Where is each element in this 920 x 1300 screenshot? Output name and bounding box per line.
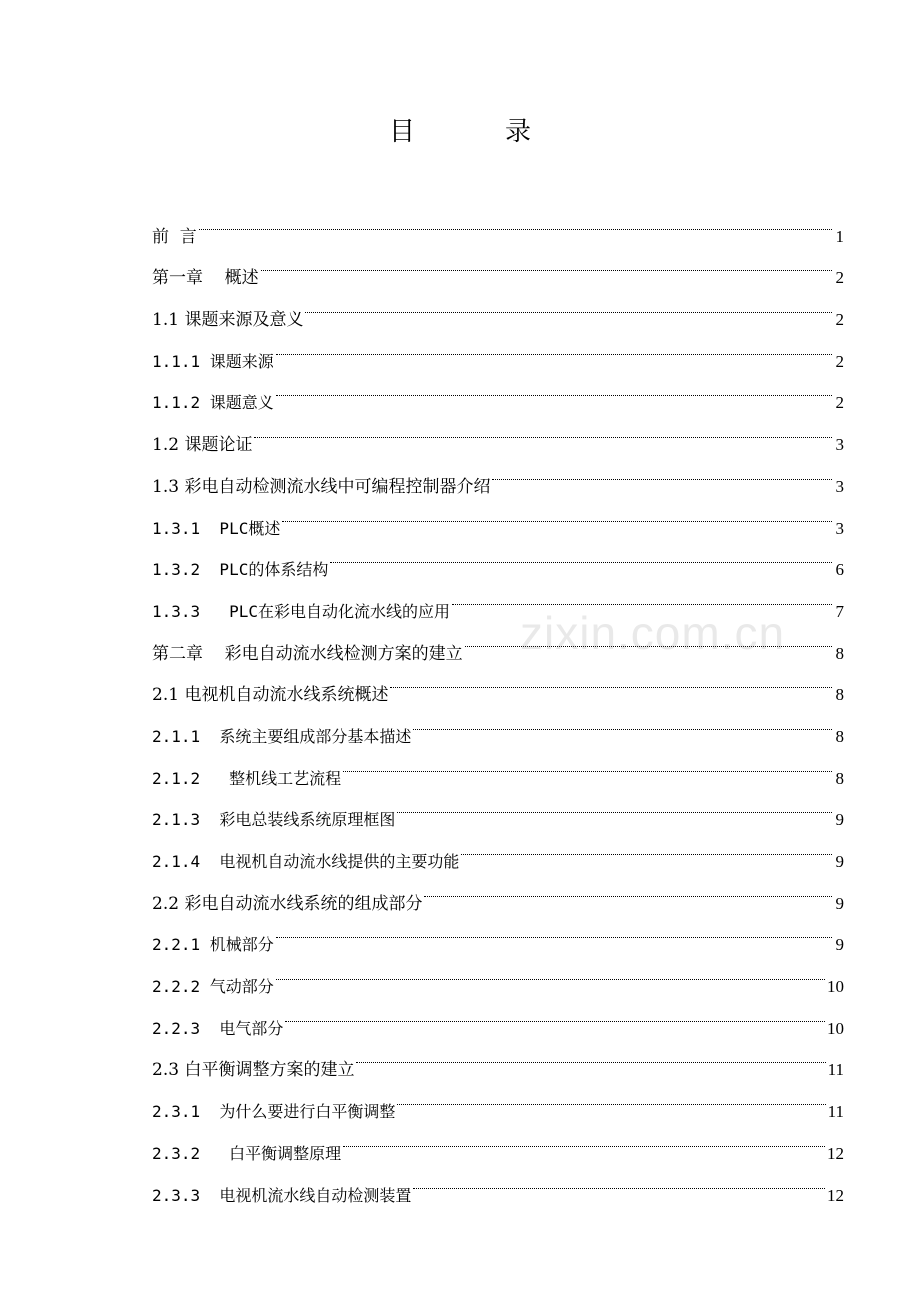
toc-dot-leader: [199, 200, 832, 242]
toc-dot-leader: [452, 575, 832, 617]
toc-entry-page-number: 10: [827, 977, 844, 997]
toc-entry-page-number: 8: [835, 726, 844, 746]
toc-entry-title: 1.3.1 PLC概述: [152, 518, 281, 538]
toc-dot-leader: [492, 450, 832, 492]
toc-entry-title: 2.2.3 电气部分: [152, 1018, 284, 1038]
toc-dot-leader: [305, 283, 832, 325]
toc-dot-leader: [424, 867, 832, 909]
toc-entry[interactable]: [152, 200, 844, 247]
toc-dot-leader: [254, 408, 832, 450]
toc-entry-page-number: 11: [827, 1060, 844, 1080]
toc-entry-title: 1.1.1 课题来源: [152, 351, 274, 371]
toc-dot-leader: [461, 825, 832, 867]
toc-entry-page-number: 2: [835, 268, 844, 288]
toc-dot-leader: [397, 784, 832, 826]
toc-dot-leader: [276, 950, 825, 992]
toc-dot-leader: [276, 909, 832, 951]
table-of-contents: [152, 200, 844, 1205]
toc-entry-page-number: 6: [835, 560, 844, 580]
watermark: zixin.com.cn: [520, 607, 786, 659]
toc-dot-leader: [343, 1117, 825, 1159]
toc-entry-title: 前 言: [152, 226, 197, 247]
toc-entry-page-number: 3: [835, 476, 844, 496]
toc-entry-title: 2.2 彩电自动流水线系统的组成部分: [152, 893, 423, 914]
toc-entry[interactable]: [152, 450, 844, 497]
toc-entry-title: 2.1.1 系统主要组成部分基本描述: [152, 726, 412, 746]
toc-entry-title: 2.2.2 气动部分: [152, 977, 274, 997]
toc-entry-page-number: 9: [835, 935, 844, 955]
toc-dot-leader: [413, 700, 832, 742]
toc-entry-page-number: 2: [835, 310, 844, 330]
toc-entry-title: 2.1.4 电视机自动流水线提供的主要功能: [152, 852, 460, 871]
toc-entry-title: 2.2.1 机械部分: [152, 935, 274, 955]
toc-entry-page-number: 9: [835, 852, 844, 871]
toc-dot-leader: [285, 992, 825, 1034]
toc-entry-page-number: 11: [827, 1102, 844, 1122]
toc-entry-title: 第一章 概述: [152, 268, 259, 289]
toc-entry-title: 2.1 电视机自动流水线系统概述: [152, 685, 389, 706]
toc-entry-title: 2.1.3 彩电总装线系统原理框图: [152, 810, 396, 830]
toc-entry-page-number: 10: [827, 1018, 844, 1038]
toc-dot-leader: [397, 1075, 825, 1117]
toc-entry-page-number: 7: [835, 601, 844, 621]
toc-entry-page-number: 2: [835, 393, 844, 413]
toc-entry-page-number: 3: [835, 435, 844, 455]
toc-entry-title: 2.3.2 白平衡调整原理: [152, 1143, 342, 1163]
toc-entry-title: 1.1 课题来源及意义: [152, 310, 304, 331]
toc-entry-page-number: 9: [835, 893, 844, 913]
toc-dot-leader: [261, 242, 832, 284]
toc-entry-page-number: 8: [835, 643, 844, 663]
toc-entry-page-number: 8: [835, 768, 844, 788]
toc-entry-page-number: 2: [835, 351, 844, 371]
toc-entry-page-number: 8: [835, 685, 844, 705]
toc-entry-page-number: 12: [827, 1185, 844, 1205]
toc-dot-leader: [413, 1159, 825, 1201]
toc-entry-title: 2.3.1 为什么要进行白平衡调整: [152, 1102, 396, 1122]
toc-dot-leader: [356, 1034, 825, 1076]
toc-dot-leader: [282, 492, 832, 534]
toc-entry[interactable]: [152, 408, 844, 456]
toc-entry-title: 1.1.2 课题意义: [152, 393, 274, 413]
toc-dot-leader: [465, 617, 832, 659]
toc-entry-title: 第二章 彩电自动流水线检测方案的建立: [152, 643, 463, 664]
toc-entry-title: 1.2 课题论证: [152, 435, 253, 456]
toc-dot-leader: [343, 742, 832, 784]
toc-entry-page-number: 9: [835, 810, 844, 830]
toc-entry-title: 1.3.2 PLC的体系结构: [152, 560, 329, 580]
toc-entry-page-number: 1: [835, 226, 844, 246]
toc-dot-leader: [276, 325, 832, 367]
toc-entry-title: 1.3.3 PLC在彩电自动化流水线的应用: [152, 601, 450, 621]
toc-entry-page-number: 12: [827, 1143, 844, 1163]
toc-entry-title: 2.3.3 电视机流水线自动检测装置: [152, 1185, 412, 1205]
toc-entry-title: 2.3 白平衡调整方案的建立: [152, 1060, 355, 1081]
toc-entry-title: 2.1.2 整机线工艺流程: [152, 768, 342, 788]
toc-entry-page-number: 3: [835, 518, 844, 538]
toc-entry[interactable]: [152, 242, 844, 289]
toc-dot-leader: [330, 534, 832, 576]
toc-entry-title: 1.3 彩电自动检测流水线中可编程控制器介绍: [152, 476, 491, 497]
toc-dot-leader: [390, 659, 832, 701]
page-title: 目 录: [388, 117, 563, 147]
toc-dot-leader: [276, 367, 832, 409]
